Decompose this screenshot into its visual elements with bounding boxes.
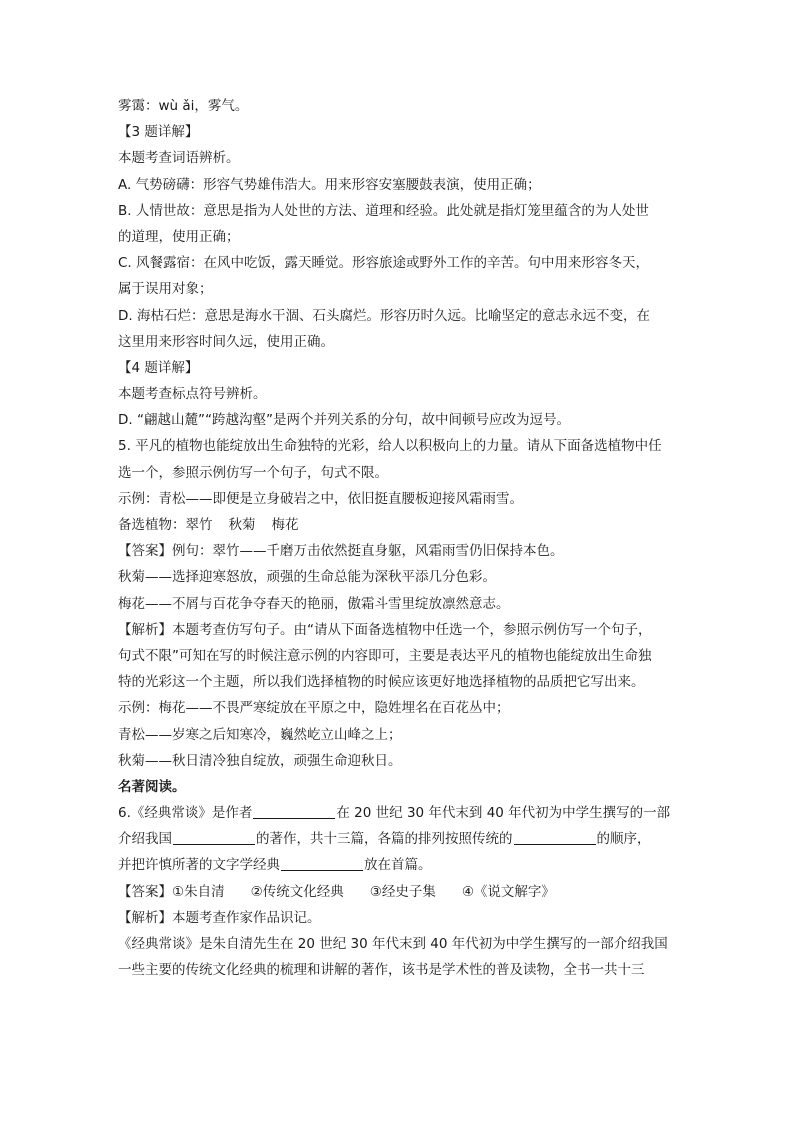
text-fragment: 并把许慎所著的文字学经典	[118, 857, 280, 874]
option-b: B. 人情世故：意思是指为人处世的方法、道理和经验。此处就是指灯笼里蕴含的为人处世	[118, 202, 649, 219]
text-line: 《经典常谈》是朱自清先生在 20 世纪 30 年代末到 40 年代初为中学生撰写的一部介绍我国	[118, 936, 668, 952]
text-fragment: 的著作，共十三篇，各篇的排列按照传统的	[256, 831, 513, 848]
answer-label: 【答案】	[118, 883, 172, 900]
text-line: 特的光彩这一个主题，所以我们选择植物的时候应该更好地选择植物的品质把它写出来。	[118, 674, 645, 691]
document-page	[118, 93, 678, 983]
text-line: 句式不限”可知在写的时候注意示例的内容即可，主要是表达平凡的植物也能绽放出生命独	[118, 647, 652, 664]
text-line: 的道理，使用正确；	[118, 228, 240, 245]
question-5: 5. 平凡的植物也能绽放出生命独特的光彩，给人以积极向上的力量。请从下面备选植物中任	[118, 438, 662, 455]
text-line: 秋菊——秋日清冷独自绽放，顽强生命迎秋日。	[118, 752, 402, 769]
text-fragment: 的顺序，	[596, 831, 651, 848]
text-line: 本题考查词语辨析。	[118, 150, 240, 167]
text-line: 这里用来形容时间久远，使用正确。	[118, 333, 334, 350]
text-line: 本题考查标点符号辨析。	[118, 386, 267, 403]
text-line	[118, 852, 678, 878]
example-line: 示例：梅花——不畏严寒绽放在平原之中，隐姓埋名在百花丛中；	[118, 700, 510, 717]
answer-line: 【答案】例句：翠竹——千磨万击依然挺直身躯，风霜雨雪仍旧保持本色。	[118, 543, 564, 560]
text-line: 选一个，参照示例仿写一个句子，句式不限。	[118, 464, 388, 481]
section-heading: 【3 题详解】	[118, 124, 199, 141]
text-fragment: 在 20 世纪 30 年代末到 40 年代初为中学生撰写的一部	[336, 805, 671, 822]
plant-chrysanthemum: 秋菊	[228, 517, 256, 533]
text-line: 一些主要的传统文化经典的梳理和讲解的著作，该书是学术性的普及读物，全书一共十三	[118, 962, 645, 979]
section-title: 名著阅读。	[118, 778, 186, 795]
fill-blank-4	[281, 856, 363, 871]
answer-line	[118, 879, 678, 905]
fill-blank-3	[514, 830, 596, 845]
fill-blank-1	[253, 804, 335, 819]
plant-plum: 梅花	[271, 517, 299, 533]
option-d: D. 海枯石烂：意思是海水干涸、石头腐烂。形容历时久远。比喻坚定的意志永远不变，在	[118, 307, 650, 324]
answer-3: ③经史子集	[369, 883, 436, 900]
text-fragment: 放在首篇。	[364, 857, 432, 874]
answer-4: ④《说文解字》	[461, 883, 555, 900]
text-line: 雾霭：wù ǎi，雾气。	[118, 98, 249, 114]
text-fragment: 6.《经典常谈》是作者	[118, 805, 253, 822]
section-heading: 【4 题详解】	[118, 359, 199, 376]
candidate-plants	[118, 512, 678, 538]
text-fragment: 介绍我国	[118, 831, 172, 848]
analysis-line: 【解析】本题考查仿写句子。由“请从下面备选植物中任选一个，参照示例仿写一个句子，	[118, 621, 652, 638]
text-line: 秋菊——选择迎寒怒放，顽强的生命总能为深秋平添几分色彩。	[118, 569, 496, 586]
text-line: 属于误用对象；	[118, 281, 213, 298]
question-6	[118, 800, 678, 826]
answer-1: ①朱自清	[172, 883, 225, 900]
text-line: D. “翩越山麓”“跨越沟壑”是两个并列关系的分句，故中间顿号应改为逗号。	[118, 412, 570, 429]
answer-2: ②传统文化经典	[250, 883, 344, 900]
text-line	[118, 826, 678, 852]
example-line: 示例：青松——即便是立身破岩之中，依旧挺直腰板迎接风霜雨雪。	[118, 490, 523, 507]
option-c: C. 风餐露宿：在风中吃饭，露天睡觉。形容旅途或野外工作的辛苦。句中用来形容冬天，	[118, 255, 650, 272]
candidate-label: 备选植物：	[118, 517, 186, 533]
fill-blank-2	[173, 830, 255, 845]
text-line: 梅花——不屑与百花争夺春天的艳丽，傲霜斗雪里绽放凛然意志。	[118, 595, 510, 612]
plant-bamboo: 翠竹	[185, 517, 213, 533]
text-line: 青松——岁寒之后知寒冷，巍然屹立山峰之上；	[118, 726, 402, 743]
analysis-line: 【解析】本题考查作家作品识记。	[118, 909, 321, 926]
option-a: A. 气势磅礴：形容气势雄伟浩大。用来形容安塞腰鼓表演，使用正确；	[118, 176, 541, 193]
